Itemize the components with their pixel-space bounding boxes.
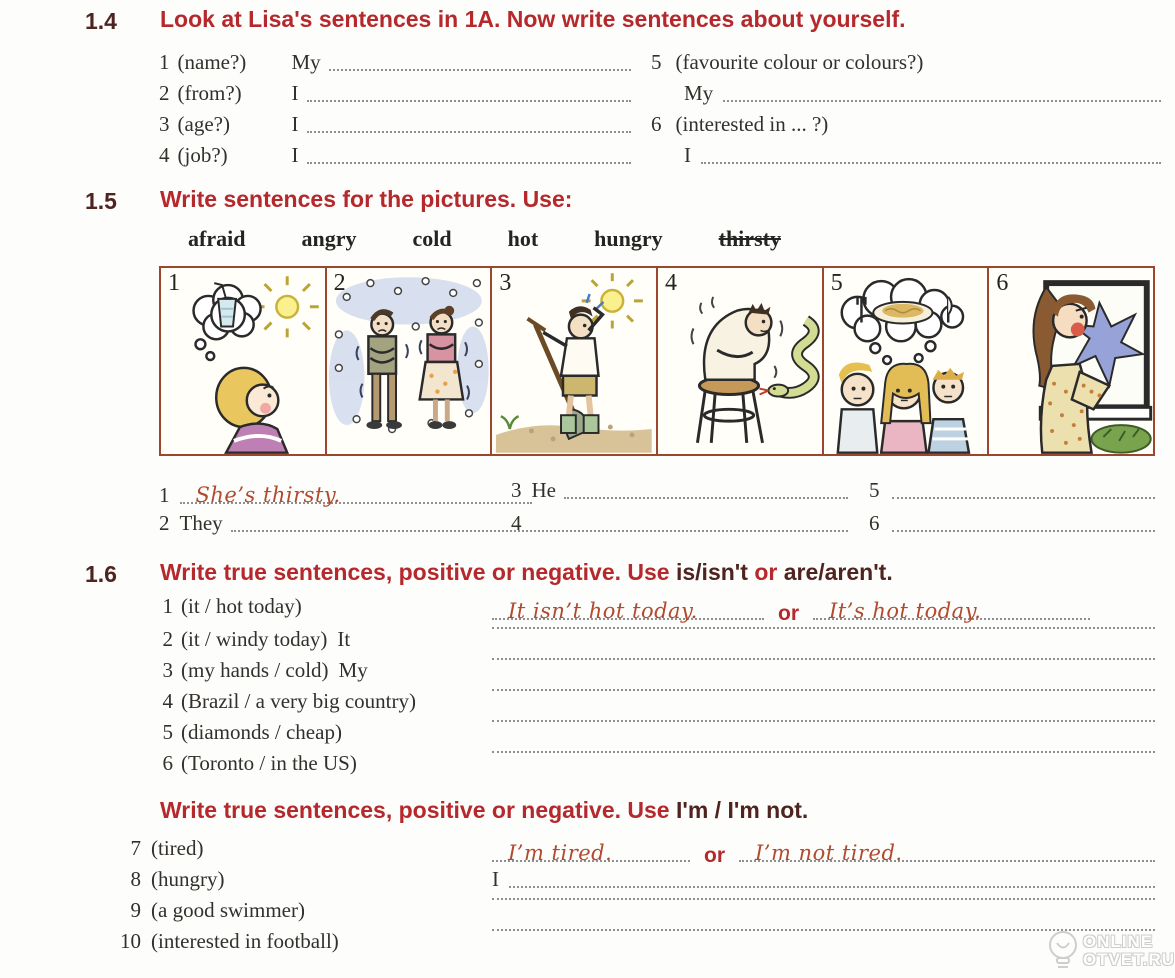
picture-1-thirsty <box>161 268 327 454</box>
ex16-item-10-prompt <box>97 929 480 954</box>
sentence-starter: My <box>291 50 321 74</box>
lightbulb-icon <box>1045 928 1081 974</box>
item-number: 6 <box>869 511 880 535</box>
title-grammar-forms: I'm / I'm not. <box>675 797 809 823</box>
answer-blank <box>534 530 849 532</box>
answer-blank <box>180 478 533 507</box>
ex16-item-1-answer <box>492 594 1090 624</box>
picture-3-illustration <box>492 268 656 454</box>
item-number: 8 <box>130 867 141 891</box>
picture-4-illustration <box>658 268 822 454</box>
answer-blank <box>701 162 1161 164</box>
title-or: or <box>754 559 778 585</box>
item-prompt: (a good swimmer) <box>151 898 305 922</box>
sentence-starter: I <box>684 143 691 167</box>
or-label: or <box>704 844 725 867</box>
ex15-answer-1 <box>159 478 532 508</box>
item-prompt: (it / hot today) <box>181 594 302 618</box>
item-prompt: (Brazil / a very big country) <box>181 689 416 713</box>
ex16-item-5-prompt <box>159 720 489 745</box>
word-bank-word-crossed-out: thirsty <box>718 226 781 251</box>
ex16-item-2-answer <box>492 627 1155 633</box>
picture-number: 2 <box>333 270 346 296</box>
picture-number: 1 <box>168 270 180 296</box>
sentence-starter: My <box>338 658 368 682</box>
picture-number: 6 <box>996 270 1009 296</box>
answer-blank <box>723 100 1161 102</box>
handwritten-answer: It isn’t hot today. <box>508 599 698 623</box>
answer-blank <box>307 100 632 102</box>
ex16-item-7-answer <box>492 836 1155 866</box>
title-text: Write true sentences, positive or negative. Use <box>160 559 670 585</box>
ex15-answer-5 <box>869 478 1155 503</box>
item-number: 1 <box>159 483 170 507</box>
ex16-item-6-answer <box>492 751 1155 757</box>
word-bank-word: hungry <box>594 226 663 251</box>
answer-blank <box>307 162 632 164</box>
answer-blank <box>231 530 532 532</box>
ex14-item-5 <box>651 50 1161 75</box>
item-number: 4 <box>162 689 173 713</box>
item-prompt: (interested in ... ?) <box>675 112 829 136</box>
item-number: 6 <box>651 112 662 136</box>
exercise-1-5-title: Write sentences for the pictures. Use: <box>160 186 573 212</box>
sentence-starter: I <box>291 143 299 167</box>
sentence-starter: I <box>291 112 299 136</box>
handwritten-answer: I’m tired. <box>508 841 613 865</box>
picture-number: 3 <box>499 270 512 296</box>
ex14-item-5-answer <box>684 81 1161 106</box>
answer-blank <box>892 497 1156 499</box>
handwritten-answer: It’s hot today. <box>829 599 982 623</box>
ex16-item-3-prompt <box>159 658 489 683</box>
picture-5-hungry <box>824 268 990 454</box>
picture-4-afraid <box>658 268 824 454</box>
answer-blank <box>564 497 848 499</box>
sentence-starter: They <box>179 511 223 535</box>
watermark-line-1: ONLINE <box>1082 932 1154 951</box>
watermark-line-2: OTVET.RU <box>1082 950 1175 969</box>
handwritten-answer: She’s thirsty. <box>195 483 341 507</box>
item-prompt: (my hands / cold) <box>181 658 329 682</box>
answer-blank <box>813 594 1090 623</box>
picture-3-hot <box>492 268 658 454</box>
answer-blank <box>329 69 631 71</box>
shivering-man <box>366 312 401 429</box>
word-bank <box>188 226 781 252</box>
sentence-starter: He <box>531 478 556 502</box>
item-number: 4 <box>511 511 522 535</box>
picture-2-illustration <box>327 268 491 454</box>
ex16-item-4-answer <box>492 689 1155 695</box>
ex16-item-9-prompt <box>97 898 480 923</box>
exercise-1-6-part2-title <box>160 797 808 824</box>
ex14-item-3 <box>159 112 631 137</box>
ex15-answer-6 <box>869 511 1155 536</box>
ex16-item-7-prompt <box>97 836 480 861</box>
item-number: 5 <box>869 478 880 502</box>
answer-blank <box>492 658 1155 660</box>
or-label: or <box>778 602 799 625</box>
item-prompt: (from?) <box>177 81 242 105</box>
item-number: 5 <box>651 50 662 74</box>
item-prompt: (it / windy today) <box>181 627 328 651</box>
item-prompt: (name?) <box>177 50 247 74</box>
answer-blank <box>492 751 1155 753</box>
item-number: 2 <box>159 81 170 105</box>
title-text: Write true sentences, positive or negative. Use <box>160 797 670 823</box>
sentence-starter: My <box>684 81 714 105</box>
answer-blank <box>492 594 764 623</box>
word-bank-word: cold <box>412 226 452 251</box>
item-number: 4 <box>159 143 170 167</box>
ex16-item-8-prompt <box>97 867 480 892</box>
shivering-woman <box>419 306 462 429</box>
ex16-item-9-answer <box>492 898 1155 904</box>
ex16-item-2-prompt <box>159 627 489 652</box>
item-number: 3 <box>511 478 522 502</box>
picture-number: 5 <box>830 270 843 296</box>
exercise-1-4-title: Look at Lisa's sentences in 1A. Now write sentences about yourself. <box>160 6 906 32</box>
item-prompt: (Toronto / in the US) <box>181 751 357 775</box>
word-bank-word: angry <box>301 226 357 251</box>
answer-blank <box>492 720 1155 722</box>
item-prompt: (interested in football) <box>151 929 339 953</box>
sentence-starter: I <box>492 867 499 891</box>
picture-1-illustration <box>161 268 325 454</box>
watermark-text <box>1083 933 1175 969</box>
ex14-item-2 <box>159 81 631 106</box>
sentence-starter: It <box>337 627 351 651</box>
item-prompt: (job?) <box>177 143 228 167</box>
word-bank-word: afraid <box>188 226 246 251</box>
exercise-1-6-number: 1.6 <box>85 561 117 587</box>
hungry-children <box>837 363 968 453</box>
sentence-starter: I <box>291 81 299 105</box>
ex14-item-6 <box>651 112 1161 137</box>
ex16-item-1-prompt <box>159 594 489 619</box>
title-grammar-forms: are/aren't. <box>783 559 893 585</box>
answer-blank <box>492 836 690 865</box>
ex16-item-8-answer <box>492 867 1155 892</box>
item-number: 10 <box>120 929 141 953</box>
item-prompt: (diamonds / cheap) <box>181 720 342 744</box>
item-prompt: (age?) <box>177 112 230 136</box>
item-number: 6 <box>162 751 173 775</box>
ex14-item-1 <box>159 50 631 75</box>
handwritten-answer: I’m not tired. <box>755 841 903 865</box>
frightened-man <box>704 303 771 380</box>
picture-2-cold <box>327 268 493 454</box>
word-bank-word: hot <box>507 226 539 251</box>
woman <box>216 368 287 453</box>
sun-icon <box>256 276 319 337</box>
answer-blank <box>492 627 1155 629</box>
ex15-answer-2 <box>159 511 532 536</box>
title-grammar-forms: is/isn't <box>675 559 748 585</box>
item-number: 2 <box>162 627 173 651</box>
item-number: 5 <box>162 720 173 744</box>
answer-blank <box>892 530 1156 532</box>
picture-6-angry <box>989 268 1153 454</box>
item-prompt: (hungry) <box>151 867 225 891</box>
answer-blank <box>492 689 1155 691</box>
item-number: 1 <box>159 50 170 74</box>
ex16-item-6-prompt <box>159 751 489 776</box>
answer-blank <box>509 886 1155 888</box>
ex16-item-4-prompt <box>159 689 489 714</box>
picture-5-illustration <box>824 268 988 454</box>
ex14-item-6-answer <box>684 143 1161 168</box>
item-number: 3 <box>162 658 173 682</box>
ex16-item-5-answer <box>492 720 1155 726</box>
ex15-answer-3 <box>511 478 848 503</box>
exercise-1-4-number: 1.4 <box>85 8 117 34</box>
picture-strip <box>159 266 1155 456</box>
item-number: 7 <box>130 836 141 860</box>
site-watermark <box>1045 928 1175 974</box>
bush <box>1092 425 1151 453</box>
item-number: 2 <box>159 511 170 535</box>
answer-blank <box>307 131 632 133</box>
picture-number: 4 <box>665 270 678 296</box>
answer-blank <box>739 836 1155 865</box>
item-prompt: (favourite colour or colours?) <box>675 50 924 74</box>
ex14-item-4 <box>159 143 631 168</box>
ex15-answer-4 <box>511 511 848 536</box>
item-number: 1 <box>162 594 173 618</box>
picture-6-illustration <box>989 268 1153 454</box>
ex16-item-3-answer <box>492 658 1155 664</box>
exercise-1-5-number: 1.5 <box>85 188 117 214</box>
exercise-1-6-title <box>160 559 893 586</box>
answer-blank <box>492 898 1155 900</box>
chair <box>697 377 762 443</box>
item-number: 9 <box>130 898 141 922</box>
item-prompt: (tired) <box>151 836 204 860</box>
item-number: 3 <box>159 112 170 136</box>
sprout <box>501 416 519 429</box>
